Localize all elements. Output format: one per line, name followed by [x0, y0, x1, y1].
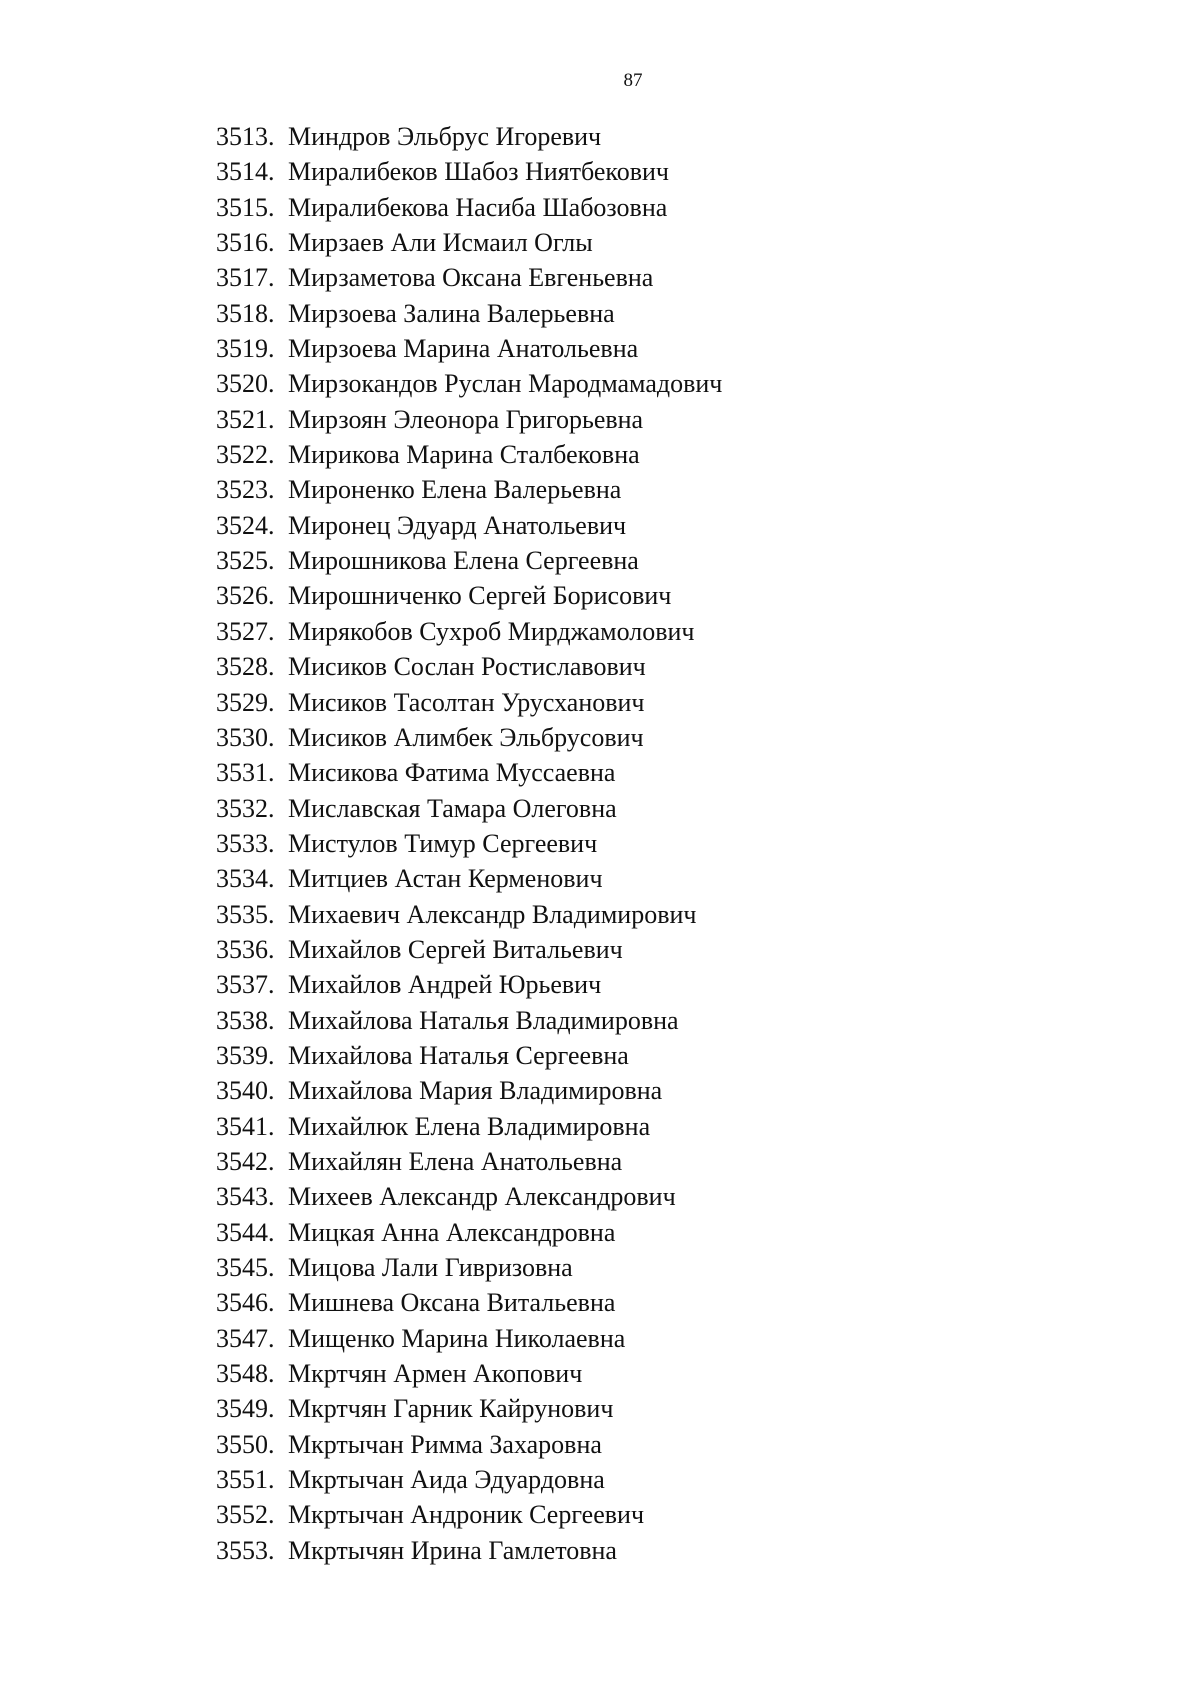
entry-name: Михайлова Наталья Сергеевна — [288, 1040, 629, 1070]
list-item — [216, 1073, 722, 1108]
entry-number: 3534. — [216, 864, 275, 894]
entry-name: Мищенко Марина Николаевна — [288, 1323, 626, 1353]
list-item — [216, 720, 722, 755]
list-item — [216, 402, 722, 437]
entry-number: 3526. — [216, 581, 275, 611]
list-item — [216, 1497, 722, 1532]
list-item — [216, 331, 722, 366]
list-item — [216, 508, 722, 543]
entry-number: 3541. — [216, 1111, 275, 1141]
list-item — [216, 119, 722, 154]
entry-name: Митциев Астан Керменович — [288, 864, 603, 894]
entry-number: 3536. — [216, 934, 275, 964]
entry-number: 3531. — [216, 758, 275, 788]
entry-name: Мирошниченко Сергей Борисович — [288, 581, 672, 611]
entry-number: 3528. — [216, 652, 275, 682]
entry-name: Мкртычан Андроник Сергеевич — [288, 1500, 645, 1530]
list-item — [216, 614, 722, 649]
entry-number: 3529. — [216, 687, 275, 717]
entry-number: 3546. — [216, 1288, 275, 1318]
list-item — [216, 543, 722, 578]
entry-number: 3543. — [216, 1182, 275, 1212]
entry-number: 3521. — [216, 404, 275, 434]
entry-name: Миронец Эдуард Анатольевич — [288, 510, 627, 540]
list-item — [216, 1321, 722, 1356]
list-item — [216, 1533, 722, 1568]
entry-number: 3532. — [216, 793, 275, 823]
list-item — [216, 366, 722, 401]
entry-name: Мирзокандов Руслан Маpодмамадович — [288, 369, 723, 399]
entry-name: Мисиков Сослан Ростиславович — [288, 652, 646, 682]
list-item — [216, 1109, 722, 1144]
entry-number: 3522. — [216, 440, 275, 470]
list-item — [216, 225, 722, 260]
list-item — [216, 1285, 722, 1320]
entry-name: Мирошникова Елена Сергеевна — [288, 546, 639, 576]
entry-number: 3551. — [216, 1465, 275, 1495]
entry-name: Мицова Лали Гивризовна — [288, 1253, 573, 1282]
entry-number: 3527. — [216, 616, 275, 646]
list-item — [216, 437, 722, 472]
list-item — [216, 296, 722, 331]
entry-name: Миндров Эльбрус Игоревич — [288, 122, 602, 151]
list-item — [216, 1462, 722, 1497]
entry-number: 3520. — [216, 369, 275, 399]
list-item — [216, 1144, 722, 1179]
entry-name: Михайлов Сергей Витальевич — [288, 934, 623, 964]
list-item — [216, 932, 722, 967]
entry-name: Михайлов Андрей Юрьевич — [288, 970, 602, 1000]
list-item — [216, 755, 722, 790]
entry-name: Мкртчян Армен Акопович — [288, 1359, 583, 1389]
entry-name: Мисиков Алимбек Эльбрусович — [288, 722, 644, 752]
entry-name: Мкртычян Ирина Гамлетовна — [288, 1535, 617, 1565]
entry-name: Михайлюк Елена Владимировна — [288, 1111, 651, 1141]
entry-number: 3540. — [216, 1076, 275, 1106]
list-item — [216, 1038, 722, 1073]
entry-name: Мирзаев Али Исмаил Оглы — [288, 228, 593, 258]
entry-number: 3530. — [216, 722, 275, 752]
list-item — [216, 1215, 722, 1250]
entry-name: Мирзаметова Оксана Евгеньевна — [288, 263, 654, 293]
entry-name: Мироненко Елена Валерьевна — [288, 475, 622, 505]
list-item — [216, 190, 722, 225]
entry-number: 3548. — [216, 1359, 275, 1389]
entry-name: Михеев Александр Александрович — [288, 1182, 676, 1212]
entry-name: Мкртчян Гарник Кайрунович — [288, 1394, 614, 1424]
list-item — [216, 791, 722, 826]
list-item — [216, 1356, 722, 1391]
entry-name: Мирзоян Элеонора Григорьевна — [288, 404, 644, 434]
entry-number: 3518. — [216, 298, 275, 328]
entry-number: 3547. — [216, 1323, 275, 1353]
entry-number: 3523. — [216, 475, 275, 505]
entry-number: 3550. — [216, 1429, 275, 1459]
entry-number: 3525. — [216, 546, 275, 576]
list-item — [216, 967, 722, 1002]
entry-name: Михайлян Елена Анатольевна — [288, 1146, 623, 1176]
entry-number: 3524. — [216, 510, 275, 540]
entry-name: Мкртычан Римма Захаровна — [288, 1429, 602, 1459]
list-item — [216, 1427, 722, 1462]
list-item — [216, 1250, 722, 1285]
entry-name: Мистулов Тимур Сергеевич — [288, 828, 598, 858]
list-item — [216, 1391, 722, 1426]
entry-name: Мишнева Оксана Витальевна — [288, 1288, 616, 1318]
entry-number: 3552. — [216, 1500, 275, 1530]
entry-number: 3538. — [216, 1005, 275, 1035]
entry-number: 3542. — [216, 1146, 275, 1176]
entry-name: Михайлова Наталья Владимировна — [288, 1005, 679, 1035]
entry-name: Миралибекова Насиба Шабозовна — [288, 192, 668, 222]
list-item — [216, 154, 722, 189]
entry-name: Мирикова Марина Сталбековна — [288, 440, 640, 470]
entry-name: Михайлова Мария Владимировна — [288, 1076, 663, 1106]
entry-name: Миславская Тамара Олеговна — [288, 793, 617, 823]
entry-number: 3513. — [216, 122, 275, 151]
list-item — [216, 1003, 722, 1038]
entry-name: Мисиков Тасолтан Урусханович — [288, 687, 645, 717]
entry-name: Миралибеков Шабоз Ниятбекович — [288, 157, 669, 187]
entry-number: 3514. — [216, 157, 275, 187]
entry-name: Мицкая Анна Александровна — [288, 1217, 616, 1247]
entry-number: 3517. — [216, 263, 275, 293]
entry-name: Мкртычан Аида Эдуардовна — [288, 1465, 605, 1495]
list-item — [216, 472, 722, 507]
entry-number: 3515. — [216, 192, 275, 222]
list-item — [216, 897, 722, 932]
list-item — [216, 649, 722, 684]
entry-name: Михаевич Александр Владимирович — [288, 899, 697, 929]
list-item — [216, 861, 722, 896]
entry-name: Мирякобов Сухроб Мирджамолович — [288, 616, 695, 646]
entry-number: 3549. — [216, 1394, 275, 1424]
list-item — [216, 685, 722, 720]
entry-number: 3519. — [216, 334, 275, 364]
name-list — [216, 119, 722, 1568]
entry-number: 3539. — [216, 1040, 275, 1070]
entry-number: 3553. — [216, 1535, 275, 1565]
entry-number: 3537. — [216, 970, 275, 1000]
entry-number: 3535. — [216, 899, 275, 929]
list-item — [216, 826, 722, 861]
entry-name: Мирзоева Марина Анатольевна — [288, 334, 639, 364]
entry-name: Мисикова Фатима Муссаевна — [288, 758, 616, 788]
entry-name: Мирзоева Залина Валерьевна — [288, 298, 615, 328]
entry-number: 3516. — [216, 228, 275, 258]
list-item — [216, 578, 722, 613]
entry-number: 3533. — [216, 828, 275, 858]
entry-number: 3544. — [216, 1217, 275, 1247]
list-item — [216, 260, 722, 295]
entry-number: 3545. — [216, 1253, 275, 1282]
list-item — [216, 1179, 722, 1214]
page-number: 87 — [623, 70, 643, 91]
